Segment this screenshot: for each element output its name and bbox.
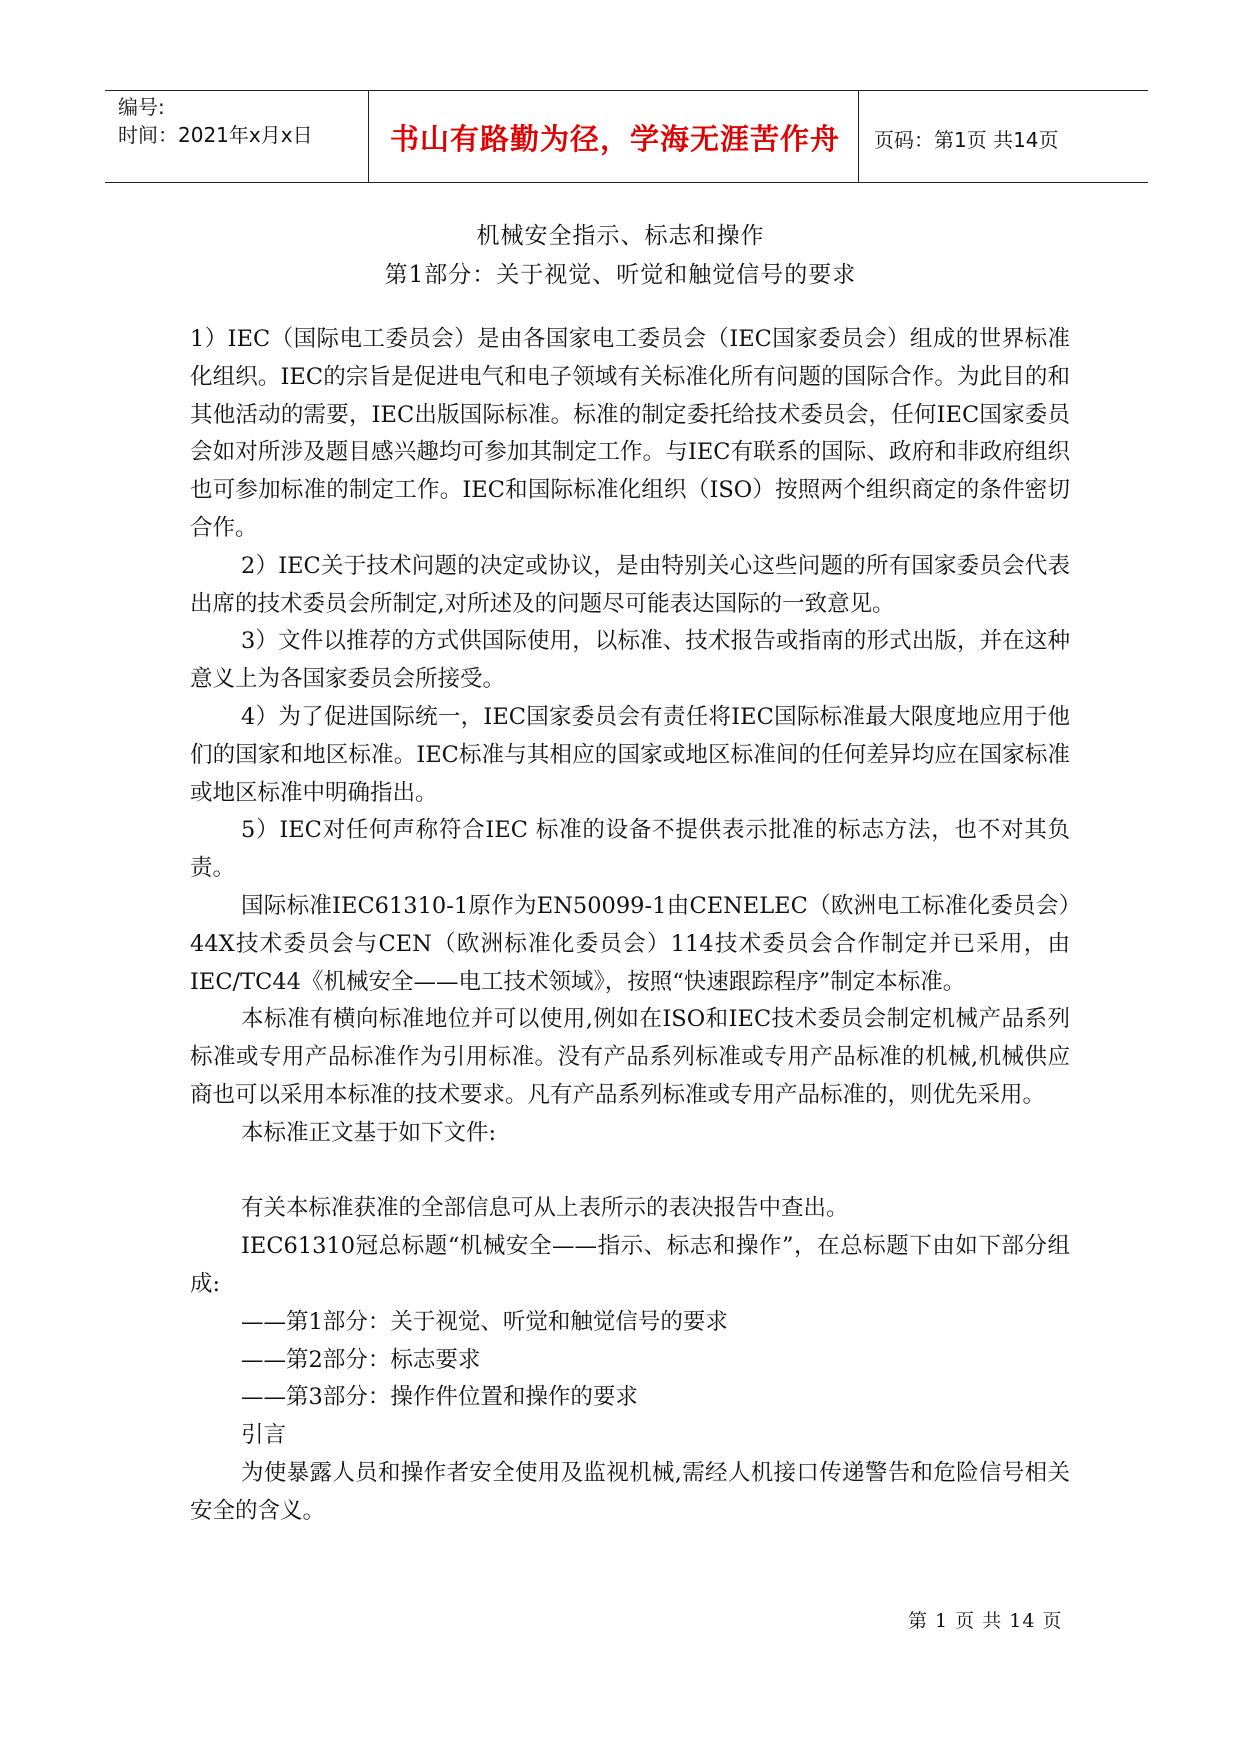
header-info	[118, 93, 368, 149]
header-slogan: 书山有路勤为径，学海无涯苦作舟	[389, 122, 840, 156]
paragraph: 4）为了促进国际统一，IEC国家委员会有责任将IEC国际标准最大限度地应用于他们的国家和地区标准。IEC标准与其相应的国家或地区标准间的任何差异均应在国家标准或地区标准中明确指出。	[190, 703, 1070, 806]
number-label: 编号:	[118, 95, 165, 119]
document-subtitle: 第1部分：关于视觉、听觉和触觉信号的要求	[384, 262, 857, 288]
list-item: ——第3部分：操作件位置和操作的要求	[241, 1384, 638, 1411]
paragraph: IEC61310冠总标题“机械安全——指示、标志和操作”，在总标题下由如下部分组成:	[190, 1233, 1070, 1297]
section-heading: 引言	[241, 1422, 287, 1449]
paragraph: 本标准有横向标准地位并可以使用,例如在ISO和IEC技术委员会制定机械产品系列标准或专用产品标准作为引用标准。没有产品系列标准或专用产品标准的机械,机械供应商也可以采用本标准的技术要求。凡有产品系列标准或专用产品标准的，则优先采用。	[190, 1006, 1070, 1108]
header-page-info: 页码：第1页 共14页	[874, 128, 1059, 152]
paragraph: 3）文件以推荐的方式供国际使用，以标准、技术报告或指南的形式出版，并在这种意义上为各国家委员会所接受。	[190, 628, 1070, 693]
list-item: ——第2部分：标志要求	[241, 1346, 481, 1373]
paragraph: 有关本标准获准的全部信息可从上表所示的表决报告中查出。	[241, 1195, 849, 1222]
paragraph: 本标准正文基于如下文件:	[241, 1119, 497, 1146]
document-title: 机械安全指示、标志和操作	[476, 223, 765, 249]
header-divider-left	[368, 91, 369, 183]
header-top-rule	[105, 90, 1148, 91]
paragraph: 为使暴露人员和操作者安全使用及监视机械,需经人机接口传递警告和危险信号相关安全的含义。	[190, 1459, 1070, 1524]
header-divider-right	[858, 91, 859, 183]
list-item: ——第1部分：关于视觉、听觉和触觉信号的要求	[241, 1308, 728, 1335]
document-body	[190, 321, 1070, 1531]
paragraph: 1）IEC（国际电工委员会）是由各国家电工委员会（IEC国家委员会）组成的世界标准化组织。IEC的宗旨是促进电气和电子领域有关标准化所有问题的国际合作。为此目的和其他活动的需要，IEC出版国际标准。标准的制定委托给技术委员会，任何IEC国家委员会如对所涉及题目感兴趣均可参加其制定工作。与IEC有联系的国际、政府和非政府组织也可参加标准的制定工作。IEC和国际标准化组织（ISO）按照两个组织商定的条件密切合作。	[190, 326, 1070, 541]
paragraph: 5）IEC对任何声称符合IEC 标准的设备不提供表示批准的标志方法，也不对其负责。	[190, 817, 1070, 882]
paragraph: 国际标准IEC61310-1原作为EN50099-1由CENELEC（欧洲电工标准化委员会）44X技术委员会与CEN（欧洲标准化委员会）114技术委员会合作制定并已采用，由IEC/TC44《机械安全——电工技术领域》，按照“快速跟踪程序”制定本标准。	[190, 892, 1070, 995]
paragraph: 2）IEC关于技术问题的决定或协议，是由特别关心这些问题的所有国家委员会代表出席的技术委员会所制定,对所述及的问题尽可能表达国际的一致意见。	[190, 552, 1070, 617]
header-bottom-rule	[105, 182, 1148, 183]
page-footer: 第 1 页 共 14 页	[908, 1610, 1063, 1632]
time-label: 时间：2021年x月x日	[118, 123, 313, 147]
